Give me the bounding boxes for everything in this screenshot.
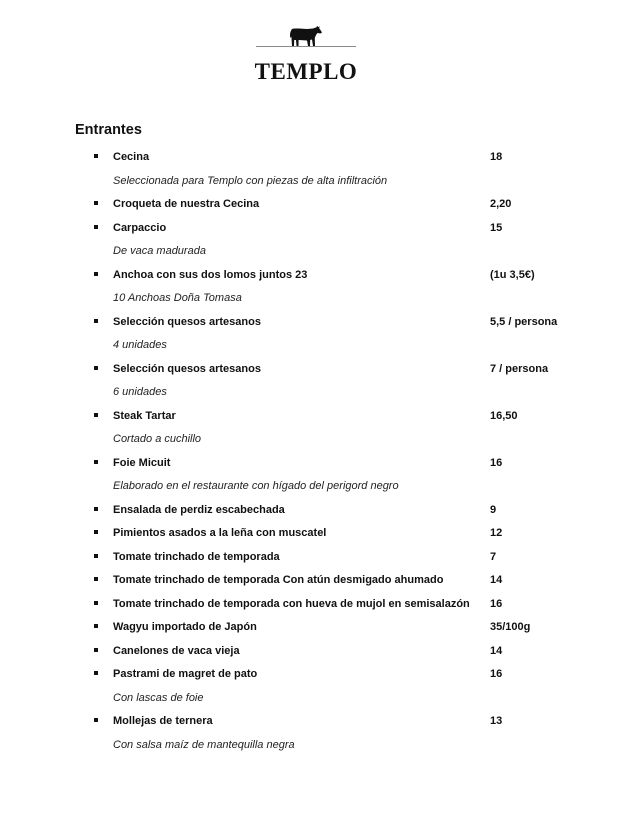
item-price: 16,50 [490, 409, 518, 422]
menu-item-description [0, 429, 640, 453]
item-price: 13 [490, 715, 503, 727]
menu-item-description [0, 171, 640, 195]
bullet-icon [94, 154, 98, 158]
restaurant-name: TEMPLO [254, 59, 358, 84]
item-price: 5,5 / persona [490, 315, 558, 328]
menu-item [0, 406, 640, 430]
item-name: Anchoa con sus dos lomos juntos 23 [113, 268, 308, 281]
item-price: (1u 3,5€) [490, 268, 535, 281]
menu-item [0, 194, 640, 218]
menu-item [0, 711, 640, 735]
item-name: Ensalada de perdiz escabechada [113, 503, 285, 516]
item-price: 7 [490, 550, 497, 563]
logo-divider [256, 46, 356, 47]
item-price: 16 [490, 597, 503, 610]
bullet-icon [94, 272, 98, 276]
bullet-icon [94, 413, 98, 417]
item-price: 14 [490, 644, 503, 657]
bullet-icon [94, 366, 98, 370]
item-description: 10 Anchoas Doña Tomasa [113, 292, 242, 304]
menu-item [0, 617, 640, 641]
item-name: Selección quesos artesanos [113, 362, 261, 375]
item-name: Cecina [113, 151, 150, 163]
item-name: Mollejas de ternera [113, 715, 213, 727]
item-description: De vaca madurada [113, 245, 206, 257]
item-description: 4 unidades [113, 339, 167, 351]
bullet-icon [94, 577, 98, 581]
menu-item-description [0, 382, 640, 406]
menu-item [0, 594, 640, 618]
item-name: Carpaccio [113, 221, 167, 234]
bullet-icon [94, 624, 98, 628]
item-description: Cortado a cuchillo [113, 433, 202, 445]
item-description: Elaborado en el restaurante con hígado del perigord negro [113, 480, 399, 492]
item-description: Con lascas de foie [113, 691, 204, 704]
menu-item [0, 453, 640, 477]
item-name: Steak Tartar [113, 409, 176, 422]
bullet-icon [94, 201, 98, 205]
item-name: Wagyu importado de Japón [113, 621, 257, 633]
menu-item-description [0, 735, 640, 759]
item-price: 15 [490, 221, 503, 234]
item-name: Foie Micuit [113, 456, 171, 469]
item-name: Pimientos asados a la leña con muscatel [113, 527, 327, 539]
bullet-icon [94, 319, 98, 323]
item-price: 16 [490, 456, 503, 469]
bullet-icon [94, 718, 98, 722]
menu-item-description [0, 241, 640, 265]
menu-item [0, 265, 640, 289]
item-name: Tomate trinchado de temporada [113, 550, 280, 563]
menu-item-description [0, 288, 640, 312]
item-description: Seleccionada para Templo con piezas de alta infiltración [113, 174, 388, 187]
menu-header [0, 0, 640, 100]
bullet-icon [94, 554, 98, 558]
section-title: Entrantes [75, 122, 142, 138]
item-name: Pastrami de magret de pato [113, 668, 258, 680]
bull-icon [289, 24, 323, 47]
item-price: 35/100g [490, 621, 531, 633]
item-name: Tomate trinchado de temporada con hueva de mujol en semisalazón [113, 597, 470, 610]
item-name: Tomate trinchado de temporada Con atún desmigado ahumado [113, 574, 444, 586]
item-name: Selección quesos artesanos [113, 315, 261, 328]
bullet-icon [94, 460, 98, 464]
bullet-icon [94, 671, 98, 675]
menu-item [0, 147, 640, 171]
menu-item [0, 664, 640, 688]
item-name: Canelones de vaca vieja [113, 644, 240, 657]
item-price: 7 / persona [490, 362, 549, 375]
menu-item-description [0, 476, 640, 500]
menu-item [0, 570, 640, 594]
item-name: Croqueta de nuestra Cecina [113, 198, 260, 210]
bullet-icon [94, 530, 98, 534]
item-price: 14 [490, 574, 503, 586]
menu-item [0, 312, 640, 336]
bullet-icon [94, 507, 98, 511]
menu-item [0, 500, 640, 524]
menu-item-description [0, 688, 640, 712]
bullet-icon [94, 225, 98, 229]
item-price: 12 [490, 527, 503, 539]
bullet-icon [94, 601, 98, 605]
menu-item [0, 547, 640, 571]
menu-item [0, 359, 640, 383]
menu-item-description [0, 335, 640, 359]
item-price: 9 [490, 503, 497, 516]
menu-item [0, 641, 640, 665]
menu-item [0, 218, 640, 242]
menu-list [0, 147, 640, 758]
item-description: Con salsa maíz de mantequilla negra [113, 738, 295, 751]
item-description: 6 unidades [113, 386, 167, 398]
item-price: 16 [490, 668, 503, 680]
item-price: 2,20 [490, 198, 512, 210]
menu-item [0, 523, 640, 547]
item-price: 18 [490, 151, 503, 163]
bullet-icon [94, 648, 98, 652]
